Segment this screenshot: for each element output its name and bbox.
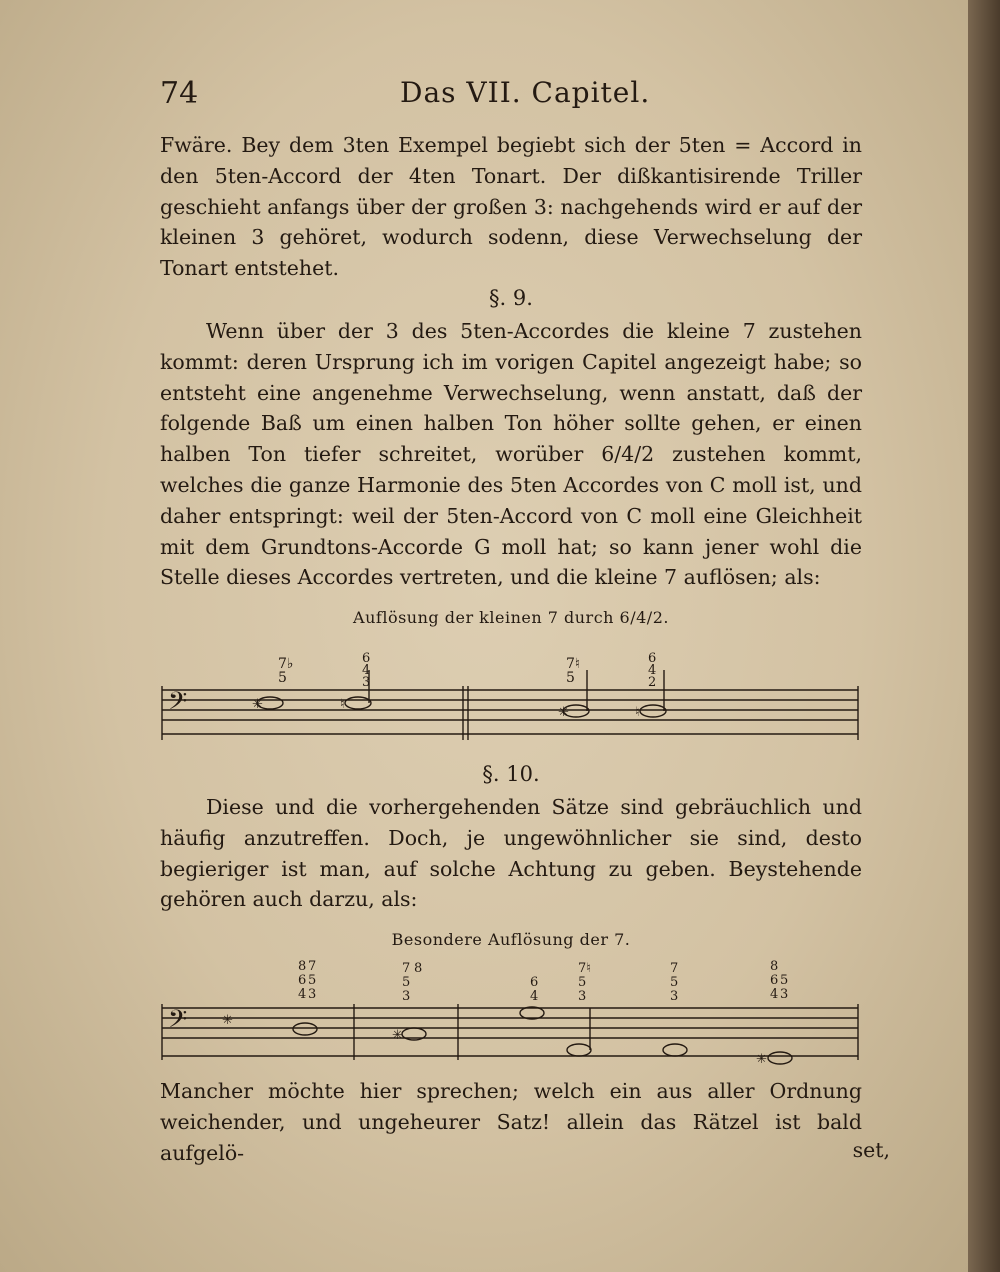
figure: 7♭: [278, 656, 294, 672]
figure: 4: [648, 663, 657, 678]
figure: 7: [308, 959, 317, 974]
svg-text:♮: ♮: [635, 705, 640, 720]
catchword: set,: [852, 1138, 890, 1162]
svg-text:✳: ✳: [252, 697, 263, 712]
example-1-caption: Auflösung der kleinen 7 durch 6/4/2.: [353, 608, 669, 627]
section-heading-9: §. 9.: [489, 286, 533, 310]
paragraph-section-10: Diese und die vorhergehenden Sätze sind gebräuchlich und häufig anzutreffen. Doch, je ungewöhnlicher sie sind, desto begieriger ist man, auf solche Achtung zu geben. Beystehende gehören auch darzu, als:: [160, 795, 862, 912]
svg-text:✳: ✳: [222, 1013, 233, 1028]
figure: 2: [648, 675, 657, 690]
figure: 3: [308, 987, 317, 1002]
svg-text:✳: ✳: [558, 705, 569, 720]
figure: 4: [530, 989, 539, 1004]
paragraph-final: Mancher möchte hier sprechen; welch ein aus aller Ordnung weichender, und ungeheurer Satz! allein das Rätzel ist bald aufgelö-: [160, 1079, 862, 1165]
music-example-2: [158, 958, 862, 1066]
figure: 7: [402, 961, 411, 976]
figure: 5: [670, 975, 679, 990]
svg-text:♮: ♮: [340, 697, 345, 712]
figure: 3: [578, 989, 587, 1004]
figure: 3: [362, 675, 371, 690]
figure: 5: [402, 975, 411, 990]
figure: 8: [298, 959, 307, 974]
figure: 4: [298, 987, 307, 1002]
bass-clef-icon: 𝄢: [168, 1005, 188, 1040]
figure: 6: [530, 975, 539, 990]
page-number: 74: [160, 76, 199, 111]
figure: 7♮: [566, 656, 580, 672]
figure: 3: [670, 989, 679, 1004]
svg-text:✳: ✳: [756, 1052, 767, 1066]
paragraph-continuation: Fwäre. Bey dem 3ten Exempel begiebt sich der 5ten = Accord in den 5ten-Accord der 4ten Tonart. Der dißkantisirende Triller geschieht anfangs über der großen 3: nachgehends wird er auf der kleinen 3 gehöret, wodurch sodenn, diese Verwechselung der Tonart entstehet.: [160, 133, 862, 281]
music-example-1: [158, 640, 862, 752]
bass-clef-icon: 𝄢: [168, 687, 188, 722]
running-title: Das VII. Capitel.: [400, 76, 651, 109]
figure: 5: [780, 973, 789, 988]
figure: 6: [362, 651, 371, 666]
figure: 5: [578, 975, 587, 990]
figure: 6: [298, 973, 307, 988]
figure: 3: [402, 989, 411, 1004]
figure: 3: [780, 987, 789, 1002]
figure: 8: [770, 959, 779, 974]
paragraph-section-9: Wenn über der 3 des 5ten-Accordes die kleine 7 zustehen kommt: deren Ursprung ich im vorigen Capitel angezeigt habe; so entsteht eine angenehme Verwechselung, wenn anstatt, daß der folgende Baß um einen halben Ton höher sollte gehen, er einen halben Ton tiefer schreitet, worüber 6/4/2 zustehen kommt, welches die ganze Harmonie des 5ten Accordes von C moll ist, und daher entspringt: weil der 5ten-Accord von C moll eine Gleichheit mit dem Grundtons-Accorde G moll hat; so kann jener wohl die Stelle dieses Accordes vertreten, und die kleine 7 auflösen; als:: [160, 319, 862, 590]
svg-text:✳: ✳: [392, 1028, 403, 1043]
figure: 7♮: [578, 961, 591, 976]
figure: 6: [648, 651, 657, 666]
figure: 4: [770, 987, 779, 1002]
page-edge: [968, 0, 1000, 1272]
figure: 6: [770, 973, 779, 988]
figure: 5: [308, 973, 317, 988]
figure: 8: [414, 961, 423, 976]
figure: 5: [566, 670, 575, 686]
figure: 7: [670, 961, 679, 976]
example-2-caption: Besondere Auflösung der 7.: [391, 930, 631, 949]
section-heading-10: §. 10.: [482, 762, 540, 786]
page-header: [160, 76, 860, 116]
figure: 4: [362, 663, 371, 678]
figure: 5: [278, 670, 287, 686]
